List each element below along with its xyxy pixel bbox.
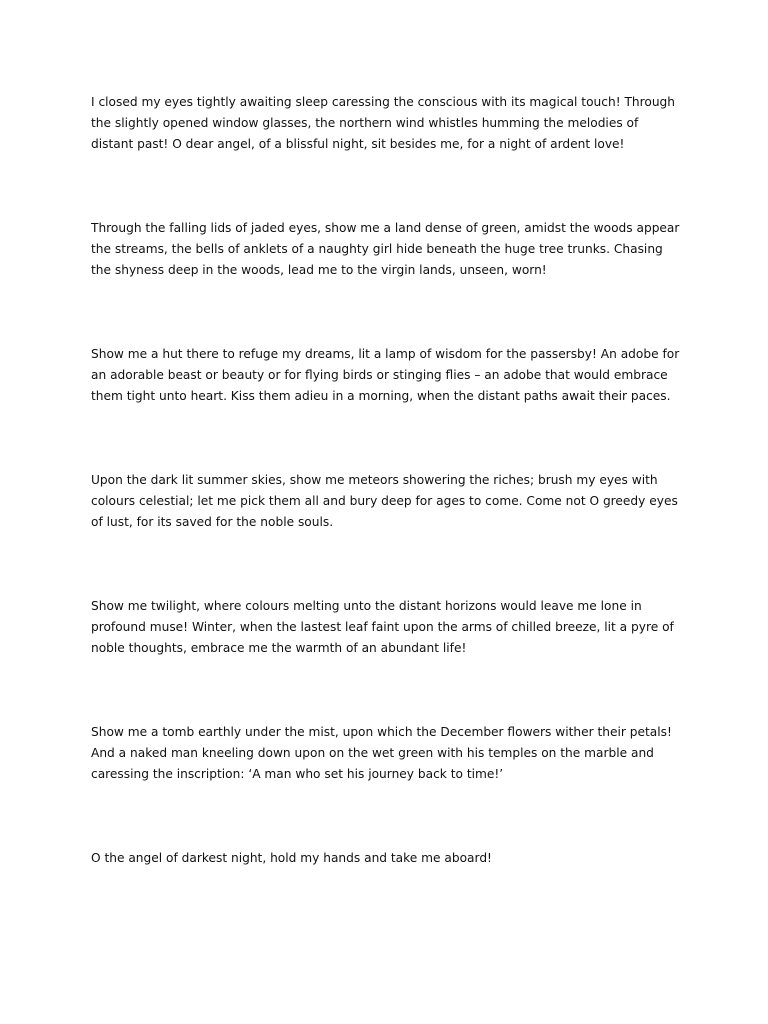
document-body	[91, 92, 683, 932]
paragraph-4: Upon the dark lit summer skies, show me meteors showering the riches; brush my eyes with colours celestial; let me pick them all and bury deep for ages to come. Come not O greedy eyes of lust, for its saved for the noble souls.	[91, 473, 678, 529]
paragraph-5: Show me twilight, where colours melting unto the distant horizons would leave me lone in profound muse! Winter, when the lastest leaf faint upon the arms of chilled breeze, lit a pyre of noble thoughts, embrace me the warmth of an abundant life!	[91, 599, 674, 655]
paragraph-6: Show me a tomb earthly under the mist, upon which the December flowers wither their petals! And a naked man kneeling down upon on the wet green with his temples on the marble and caressing the inscription: ‘A man who set his journey back to time!’	[91, 725, 672, 781]
paragraph-7: O the angel of darkest night, hold my hands and take me aboard!	[91, 851, 492, 865]
paragraph-3: Show me a hut there to refuge my dreams, lit a lamp of wisdom for the passersby! An adobe for an adorable beast or beauty or for flying birds or stinging flies – an adobe that would embrace them tight unto heart. Kiss them adieu in a morning, when the distant paths await their paces.	[91, 347, 680, 403]
paragraph-2: Through the falling lids of jaded eyes, show me a land dense of green, amidst the woods appear the streams, the bells of anklets of a naughty girl hide beneath the huge tree trunks. Chasing the shyness deep in the woods, lead me to the virgin lands, unseen, worn!	[91, 221, 680, 277]
paragraph-1: I closed my eyes tightly awaiting sleep caressing the conscious with its magical touch! Through the slightly opened window glasses, the northern wind whistles humming the melodies of distant past! O dear angel, of a blissful night, sit besides me, for a night of ardent love!	[91, 95, 676, 151]
